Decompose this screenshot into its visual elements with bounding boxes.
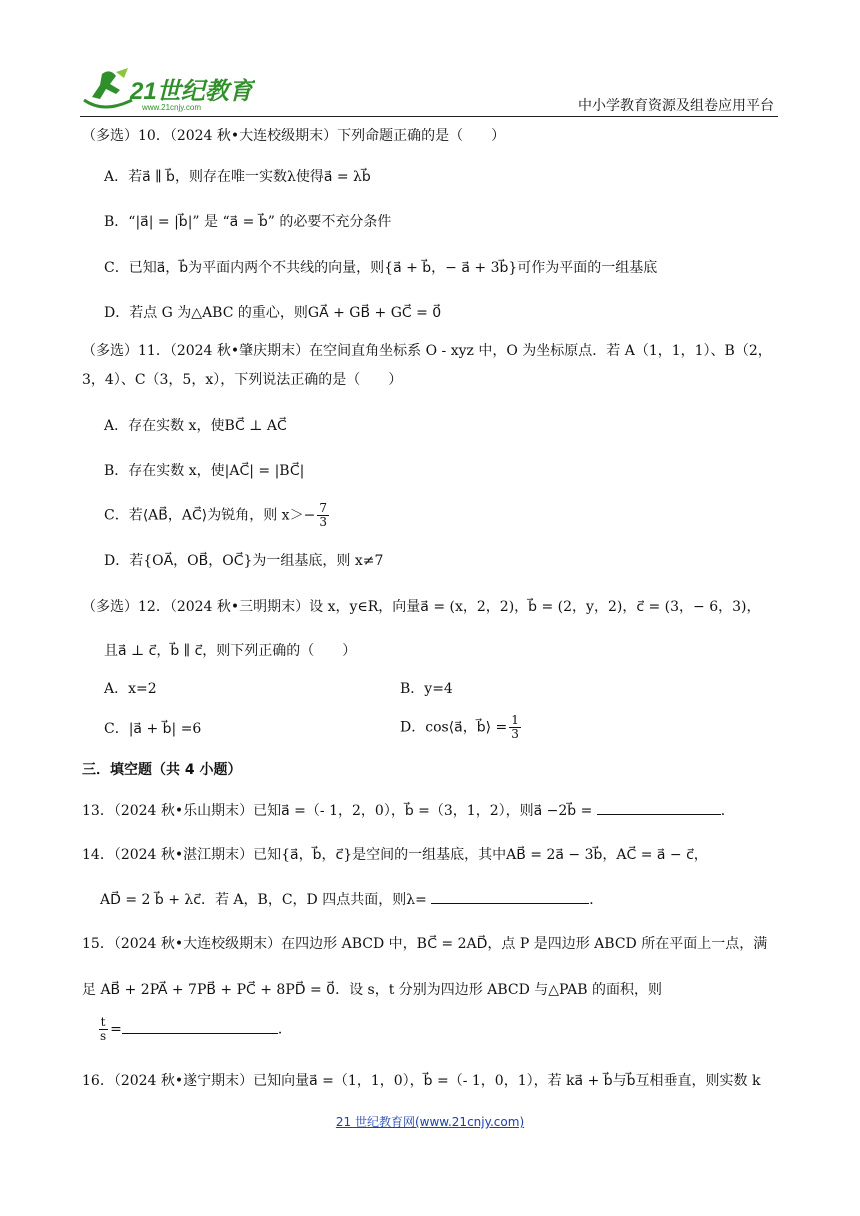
q15-fraction: $\frac{t}{s}$ [100,1015,107,1043]
q15-line3: $\frac{t}{s}$ = ． [100,1015,292,1043]
q11-stem-line1: （多选）11．（2024 秋•肇庆期末）在空间直角坐标系 O - xyz 中，O 为坐标原点．若 A（1，1，1）、B（2， [82,343,772,359]
q10-stem: （多选）10．（2024 秋•大连校级期末）下列命题正确的是（ ） [82,128,506,144]
header-divider [80,116,778,117]
q13-text: 13．（2024 秋•乐山期末）已知a⃗ =（- 1，2，0），b⃗ =（3，1，2），则a⃗ −2b⃗ = ． [82,800,735,821]
q11-option-b: B．存在实数 x，使|AC⃗| = |BC⃗| [104,463,305,479]
q12-option-d: D．cos⟨a⃗，b⃗⟩ = $\frac{1}{3}$ [400,713,519,741]
q12-option-b: B．y=4 [400,681,453,697]
q10-option-d: D．若点 G 为△ABC 的重心，则GA⃗ + GB⃗ + GC⃗ = 0⃗ [104,305,442,321]
q11-option-d: D．若{OA⃗，OB⃗，OC⃗}为一组基底，则 x≠7 [104,553,384,569]
q12-stem-line2: 且a⃗ ⊥ c⃗，b⃗ ∥ c⃗，则下列正确的（ ） [104,643,357,659]
q16-text: 16．（2024 秋•遂宁期末）已知向量a⃗ =（1，1，0），b⃗ =（- 1，0，1），若 ka⃗ + b⃗与b⃗互相垂直，则实数 k [82,1073,761,1089]
q11-option-a: A．存在实数 x，使BC⃗ ⊥ AC⃗ [104,418,287,434]
q15-line1: 15．（2024 秋•大连校级期末）在四边形 ABCD 中，BC⃗ = 2AD⃗，点 P 是四边形 ABCD 所在平面上一点，满 [82,936,768,952]
section-title-fill-in: 三．填空题（共 4 小题） [82,762,242,778]
q12-stem-line1: （多选）12．（2024 秋•三明期末）设 x，y∈R，向量a⃗ = (x，2，2)，b⃗ = (2，y，2)，c⃗ = (3，− 6，3)， [82,599,761,615]
logo-text: 21世纪教育 [130,78,253,105]
q15-line2: 足 AB⃗ + 2PA⃗ + 7PB⃗ + PC⃗ + 8PD⃗ = 0⃗．设 s，t 分别为四边形 ABCD 与△PAB 的面积，则 [82,982,663,998]
q10-option-b: B．“|a⃗| = |b⃗|” 是 “a⃗ = b⃗” 的必要不充分条件 [104,214,392,230]
logo-url: www.21cnjy.com [142,103,201,112]
q12-fraction: $\frac{1}{3}$ [511,713,519,741]
q10-option-a: A．若a⃗ ∥ b⃗，则存在唯一实数λ使得a⃗ = λb⃗ [104,169,371,185]
answer-blank [122,1019,278,1034]
footer-website-link[interactable]: 21 世纪教育网(www.21cnjy.com) [335,1115,525,1129]
q12-option-c: C．|a⃗ + b⃗| =6 [104,721,202,737]
21cnjy-logo [80,66,255,116]
platform-name: 中小学教育资源及组卷应用平台 [578,98,774,114]
q11-option-c: C．若⟨AB⃗，AC⃗⟩为锐角，则 x＞− $\frac{7}{3}$ [104,501,327,529]
q11-fraction: $\frac{7}{3}$ [319,501,327,529]
runner-logo-icon [92,71,120,99]
answer-blank [431,889,589,904]
q12-option-a: A．x=2 [104,681,157,697]
q14-line2: AD⃗ = 2 b⃗ + λc⃗．若 A，B，C，D 四点共面，则λ= ． [100,889,603,910]
answer-blank [597,800,721,815]
q11-stem-line2: 3，4）、C（3，5，x），下列说法正确的是（ ） [82,372,403,388]
q14-line1: 14．（2024 秋•湛江期末）已知{a⃗，b⃗，c⃗}是空间的一组基底，其中AB⃗ = 2a⃗ − 3b⃗，AC⃗ = a⃗ − c⃗， [82,847,708,863]
q10-option-c: C．已知a⃗，b⃗为平面内两个不共线的向量，则{a⃗ + b⃗，− a⃗ + 3b⃗}可作为平面的一组基底 [104,260,658,276]
